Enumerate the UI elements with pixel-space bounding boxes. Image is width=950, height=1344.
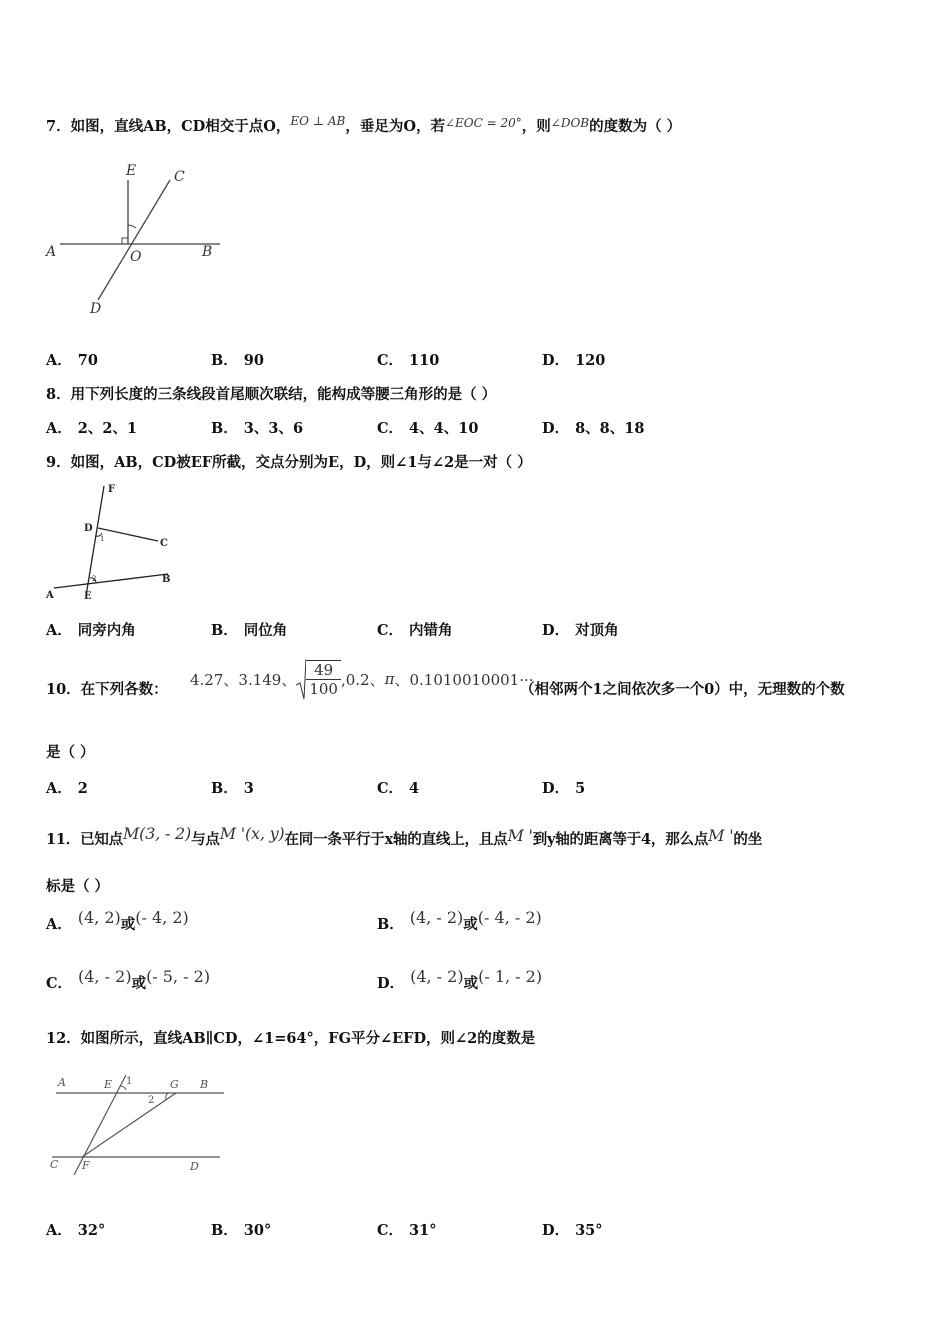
question-11-stem [46,824,762,849]
q9-option-b[interactable] [211,619,287,640]
q10-nums-c: 、0.1010010001··· [394,670,534,689]
q12-label-e: E [104,1078,113,1091]
question-11-cont: 标是（ ） [46,878,110,895]
q11-m-prime-a: M ' [507,826,533,845]
q7-right-angle-mark [122,238,128,244]
q7-label-a: A [46,244,57,260]
q12-option-d[interactable] [542,1219,603,1240]
q8-option-d[interactable] [542,417,644,438]
q9-option-d[interactable] [542,619,619,640]
q9-label-a: A [46,590,54,601]
q8-option-a-letter: A． [46,420,72,437]
q8-option-b[interactable] [211,417,303,438]
q9-label-angle2: 2 [92,575,97,583]
q8-option-b-letter: B． [211,420,238,437]
q8-option-b-text: 3、3、6 [243,420,304,437]
q7-option-a[interactable] [46,349,98,370]
q11-m-prime-b: M ' [708,826,734,845]
q12-option-d-letter: D． [542,1222,570,1239]
q10-option-a-letter: A． [46,780,72,797]
q7-math-angle-dob: ∠DOB [550,116,590,130]
q11-t2: 在同一条平行于x轴的直线上，且点 [284,831,508,848]
question-10-lead: 10．在下列各数： [46,681,168,698]
q10-option-c[interactable] [377,777,419,798]
question-10-cont: 是（ ） [46,744,95,761]
q12-line-fg [82,1093,176,1157]
q12-option-c-text: 31° [409,1222,437,1239]
q7-option-d-text: 120 [575,352,606,369]
q11-option-a-letter: A． [46,916,72,933]
question-9-stem: 9．如图，AB，CD被EF所截，交点分别为E，D，则∠1与∠2是一对（ ） [46,454,532,471]
q7-option-b-letter: B． [211,352,238,369]
q7-option-a-text: 70 [77,352,98,369]
q7-label-c: C [174,169,185,185]
q7-line-cd [98,180,170,300]
q10-option-d-text: 5 [575,780,586,797]
q7-angle-arc [128,225,136,228]
q10-option-b[interactable] [211,777,254,798]
question-12-stem: 12．如图所示，直线AB∥CD，∠1=64°，FG平分∠EFD，则∠2的度数是 [46,1030,536,1047]
q7-option-a-letter: A． [46,352,72,369]
q12-option-d-text: 35° [575,1222,603,1239]
q9-label-e: E [84,591,92,602]
q11-point-m: M(3, - 2) [122,824,192,843]
q10-fraction [306,660,341,698]
q7-label-d: D [90,301,102,317]
q10-option-a-text: 2 [77,780,88,797]
q12-label-d: D [190,1160,199,1173]
q11-option-b-or: 或 [463,916,478,933]
q12-label-c: C [50,1158,59,1171]
q12-option-b-letter: B． [211,1222,238,1239]
q12-option-a-text: 32° [77,1222,106,1239]
q7-option-b[interactable] [211,349,264,370]
q12-label-angle1: 1 [126,1076,133,1087]
q11-option-d[interactable] [377,967,542,993]
q9-option-b-letter: B． [211,622,238,639]
q9-option-b-text: 同位角 [243,622,288,639]
q11-option-c-or: 或 [131,975,147,992]
q8-option-c[interactable] [377,417,478,438]
q10-nums-a: 4.27、3.149、 [190,670,297,689]
q11-option-c-letter: C． [46,975,73,992]
q10-frac-den: 100 [309,680,338,698]
q7-figure [40,155,230,325]
q12-label-g: G [170,1078,179,1091]
q11-option-d-or: 或 [463,975,479,992]
q7-option-c-text: 110 [409,352,440,369]
q9-label-c: C [160,538,168,549]
q12-option-b-text: 30° [243,1222,272,1239]
q11-t1: 与点 [191,831,220,848]
q11-option-d-p1: (4, - 2) [410,967,464,986]
q9-option-c-text: 内错角 [409,622,453,639]
q9-figure [40,478,190,608]
q11-point-m-prime: M '(x, y) [219,824,285,843]
q12-option-a-letter: A． [46,1222,72,1239]
q10-option-d[interactable] [542,777,585,798]
q10-pi: π [384,670,395,688]
q9-label-f: F [108,484,116,495]
q10-option-b-text: 3 [243,780,254,797]
q10-nums-b: ,0.2、 [340,670,385,689]
q11-lead: 11．已知点 [46,831,123,848]
q10-sqrt [296,657,306,701]
q9-option-a-text: 同旁内角 [77,622,136,639]
q7-math-perpendicular: EO ⊥ AB [290,114,346,128]
q11-option-d-p2: (- 1, - 2) [478,967,543,986]
q9-line-ab [54,574,171,588]
q8-option-a-text: 2、2、1 [77,420,138,437]
q11-option-c[interactable] [46,967,210,993]
q9-option-a-letter: A． [46,622,72,639]
q12-option-b[interactable] [211,1219,271,1240]
q11-t3: 到y轴的距离等于4，那么点 [532,831,709,848]
q7-math-angle-eoc: ∠EOC = 20° [444,116,522,130]
q7-option-c-letter: C． [377,352,404,369]
q11-option-b-letter: B． [377,916,404,933]
q11-option-a-or: 或 [120,916,136,933]
q9-option-a[interactable] [46,619,136,640]
question-7-stem [46,114,681,136]
q12-label-a: A [58,1076,66,1089]
q7-tail: 的度数为（ ） [589,118,682,135]
q8-option-d-text: 8、8、18 [575,420,645,437]
q7-mid: ，垂足为O，若 [345,118,445,135]
q11-option-a[interactable] [46,908,189,934]
q10-option-c-letter: C． [377,780,404,797]
q8-option-d-letter: D． [542,420,570,437]
q7-label-b: B [202,244,213,260]
q7-mid2: ，则 [521,118,551,135]
q10-option-d-letter: D． [542,780,570,797]
q11-option-b-p1: (4, - 2) [409,908,464,927]
q9-label-d: D [84,523,93,534]
q9-option-d-letter: D． [542,622,570,639]
q10-number-list [190,654,534,704]
q7-option-c[interactable] [377,349,439,370]
q11-option-d-letter: D． [377,975,405,992]
q11-option-b-p2: (- 4, - 2) [477,908,542,927]
question-8-stem: 8．用下列长度的三条线段首尾顺次联结，能构成等腰三角形的是（ ） [46,386,497,403]
q11-t4: 的坐 [733,831,763,848]
q8-option-c-letter: C． [377,420,404,437]
q9-option-c-letter: C． [377,622,404,639]
q9-option-d-text: 对顶角 [575,622,619,639]
q12-option-c[interactable] [377,1219,436,1240]
q10-tail: （相邻两个1之间依次多一个0）中，无理数的个数 [520,681,845,698]
q8-option-c-text: 4、4、10 [409,420,479,437]
q9-label-b: B [162,574,171,585]
q9-label-angle1: 1 [100,535,105,543]
q12-option-a[interactable] [46,1219,105,1240]
q11-option-a-p1: (4, 2) [77,908,121,927]
q11-option-c-p1: (4, - 2) [78,967,132,986]
q10-frac-num: 49 [306,661,341,680]
q10-radical-sign [296,657,306,701]
q9-option-c[interactable] [377,619,453,640]
q7-lead: 7．如图，直线AB，CD相交于点O， [46,118,291,135]
q12-figure [44,1070,234,1185]
q7-label-e: E [126,163,137,179]
q7-label-o: O [130,249,142,265]
q10-option-c-text: 4 [409,780,420,797]
q11-option-b[interactable] [377,908,542,934]
q11-option-a-p2: (- 4, 2) [135,908,189,927]
q9-line-dc [98,528,158,541]
q7-option-d[interactable] [542,349,605,370]
q8-option-a[interactable] [46,417,137,438]
q7-option-d-letter: D． [542,352,570,369]
q12-label-f: F [82,1159,90,1172]
q12-label-b: B [200,1078,209,1091]
q7-option-b-text: 90 [243,352,264,369]
q10-option-a[interactable] [46,777,88,798]
q11-option-c-p2: (- 5, - 2) [146,967,211,986]
q12-option-c-letter: C． [377,1222,404,1239]
q10-option-b-letter: B． [211,780,238,797]
q12-label-angle2: 2 [148,1095,155,1106]
